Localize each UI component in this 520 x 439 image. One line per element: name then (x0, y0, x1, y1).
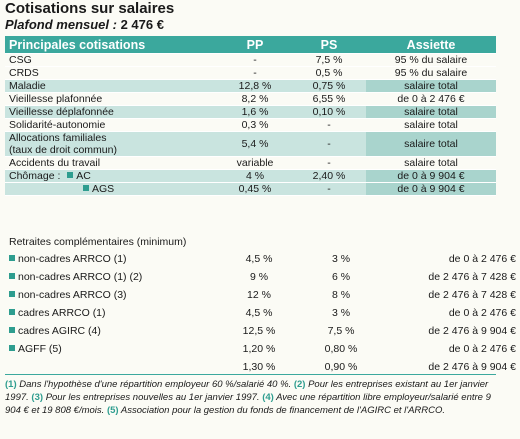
table-row (5, 67, 496, 80)
row-label: Accidents du travail (5, 157, 218, 170)
square-bullet-icon (9, 291, 15, 297)
row-assiette: de 0 à 2 476 € (366, 93, 496, 106)
table-header (5, 36, 496, 54)
row-label: Maladie (5, 80, 218, 93)
table-row (5, 93, 496, 106)
plafond-label: Plafond mensuel : (5, 17, 117, 32)
ret-label-text: non-cadres ARRCO (1) (18, 253, 127, 265)
subtitle (5, 17, 164, 32)
header-pp: PP (218, 36, 292, 54)
ret-pp: 9 % (249, 271, 269, 283)
square-bullet-icon (9, 255, 15, 261)
retraites-table (5, 250, 520, 376)
ret-ps: 0,80 % (324, 343, 358, 355)
square-bullet-icon (9, 309, 15, 315)
row-ps: 6,55 % (292, 93, 366, 106)
ret-label-text: non-cadres ARRCO (3) (18, 289, 127, 301)
note-text: Avec une répartition libre employeur/salarié entre 9 904 € et 19 808 €/mois. (5, 392, 491, 416)
square-bullet-icon (67, 172, 73, 178)
square-bullet-icon (83, 185, 89, 191)
ret-label (5, 322, 218, 340)
row-assiette: salaire total (366, 132, 496, 157)
table-row (5, 268, 520, 286)
row-label-line2: (taux de droit commun) (9, 144, 117, 156)
note-text: Association pour la gestion du fonds de financement de l'AGIRC et l'ARRCO. (120, 405, 446, 416)
table-row (5, 170, 496, 183)
row-label: Solidarité-autonomie (5, 119, 218, 132)
table-row (5, 183, 496, 196)
ret-label (5, 286, 218, 304)
row-pp: 8,2 % (218, 93, 292, 106)
ret-label-text: non-cadres ARRCO (1) (2) (18, 271, 143, 283)
table-row (5, 132, 496, 157)
row-pp: 0,45 % (218, 183, 292, 196)
row-assiette: salaire total (366, 157, 496, 170)
row-pp: - (218, 67, 292, 80)
row-label-line1: Allocations familiales (9, 132, 107, 144)
table-row (5, 54, 496, 67)
ret-pp: 12,5 % (242, 325, 276, 337)
row-assiette: 95 % du salaire (366, 67, 496, 80)
row-assiette: salaire total (366, 106, 496, 119)
square-bullet-icon (9, 327, 15, 333)
row-label: CSG (5, 54, 218, 67)
row-assiette: 95 % du salaire (366, 54, 496, 67)
note-text: Pour les entreprises existant au 1er janvier 1997. (5, 379, 489, 403)
row-pp: 1,6 % (218, 106, 292, 119)
ret-label (5, 268, 218, 286)
note-text: Pour les entreprises nouvelles au 1er janvier 1997. (45, 392, 260, 403)
square-bullet-icon (9, 345, 15, 351)
ret-ps: 3 % (331, 253, 351, 265)
row-label: Vieillesse déplafonnée (5, 106, 218, 119)
ret-assiette: de 2 476 à 9 904 € (428, 361, 516, 373)
ret-ps: 7,5 % (327, 325, 355, 337)
ret-assiette: de 0 à 2 476 € (448, 343, 516, 355)
row-label: Vieillesse plafonnée (5, 93, 218, 106)
table-row (5, 322, 520, 340)
ret-label-text: AGFF (5) (18, 343, 62, 355)
table-row (5, 250, 520, 268)
chomage-sub-label: AGS (92, 183, 115, 195)
row-ps: 2,40 % (292, 170, 366, 183)
table-row (5, 106, 496, 119)
ret-assiette: de 2 476 à 9 904 € (428, 325, 516, 337)
note-number: (2) (293, 379, 306, 390)
row-assiette: salaire total (366, 119, 496, 132)
row-pp: 4 % (218, 170, 292, 183)
row-assiette: de 0 à 9 904 € (366, 183, 496, 196)
row-ps: 0,10 % (292, 106, 366, 119)
header-ps: PS (292, 36, 366, 54)
square-bullet-icon (9, 273, 15, 279)
row-ps: - (292, 157, 366, 170)
ret-assiette: de 0 à 2 476 € (448, 253, 516, 265)
row-label (5, 183, 218, 196)
ret-pp: 1,30 % (242, 361, 276, 373)
retraites-title: Retraites complémentaires (minimum) (9, 236, 187, 248)
note-text: Dans l'hypothèse d'une répartition employeur 60 %/salarié 40 %. (19, 379, 292, 390)
row-ps: - (292, 119, 366, 132)
table-row (5, 286, 520, 304)
table-row (5, 157, 496, 170)
note-number: (3) (31, 392, 44, 403)
note-number: (1) (5, 379, 17, 390)
chomage-sub-label: AC (76, 170, 91, 182)
table-row (5, 340, 520, 358)
row-assiette: salaire total (366, 80, 496, 93)
footnotes (5, 374, 496, 417)
ret-assiette: de 0 à 2 476 € (448, 307, 516, 319)
ret-ps: 6 % (331, 271, 351, 283)
plafond-value: 2 476 € (120, 17, 164, 32)
ret-label-text: cadres AGIRC (4) (18, 325, 101, 337)
row-pp: 5,4 % (218, 132, 292, 157)
row-label (5, 170, 218, 183)
row-assiette: de 0 à 9 904 € (366, 170, 496, 183)
row-ps: - (292, 132, 366, 157)
row-label (5, 132, 218, 157)
table-row (5, 80, 496, 93)
table-row (5, 119, 496, 132)
ret-label (5, 304, 218, 322)
row-ps: 0,5 % (292, 67, 366, 80)
row-pp: 0,3 % (218, 119, 292, 132)
row-pp: variable (218, 157, 292, 170)
ret-pp: 12 % (247, 289, 271, 301)
row-pp: 12,8 % (218, 80, 292, 93)
ret-label (5, 250, 218, 268)
note-number: (4) (262, 392, 274, 403)
ret-pp: 1,20 % (242, 343, 276, 355)
row-ps: 0,75 % (292, 80, 366, 93)
row-label: CRDS (5, 67, 218, 80)
note-number: (5) (106, 405, 119, 416)
header-label: Principales cotisations (5, 36, 218, 54)
ret-ps: 8 % (331, 289, 351, 301)
row-pp: - (218, 54, 292, 67)
table-row (5, 304, 520, 322)
ret-pp: 4,5 % (245, 307, 273, 319)
header-assiette: Assiette (366, 36, 496, 54)
cotisations-table (5, 36, 496, 196)
row-ps: - (292, 183, 366, 196)
row-ps: 7,5 % (292, 54, 366, 67)
page-title: Cotisations sur salaires (5, 0, 175, 17)
ret-assiette: de 2 476 à 7 428 € (428, 289, 516, 301)
ret-assiette: de 2 476 à 7 428 € (428, 271, 516, 283)
ret-label-text: cadres ARRCO (1) (18, 307, 106, 319)
ret-ps: 3 % (331, 307, 351, 319)
chomage-label: Chômage : (9, 170, 61, 182)
ret-label (5, 340, 218, 358)
ret-pp: 4,5 % (245, 253, 273, 265)
ret-ps: 0,90 % (324, 361, 358, 373)
